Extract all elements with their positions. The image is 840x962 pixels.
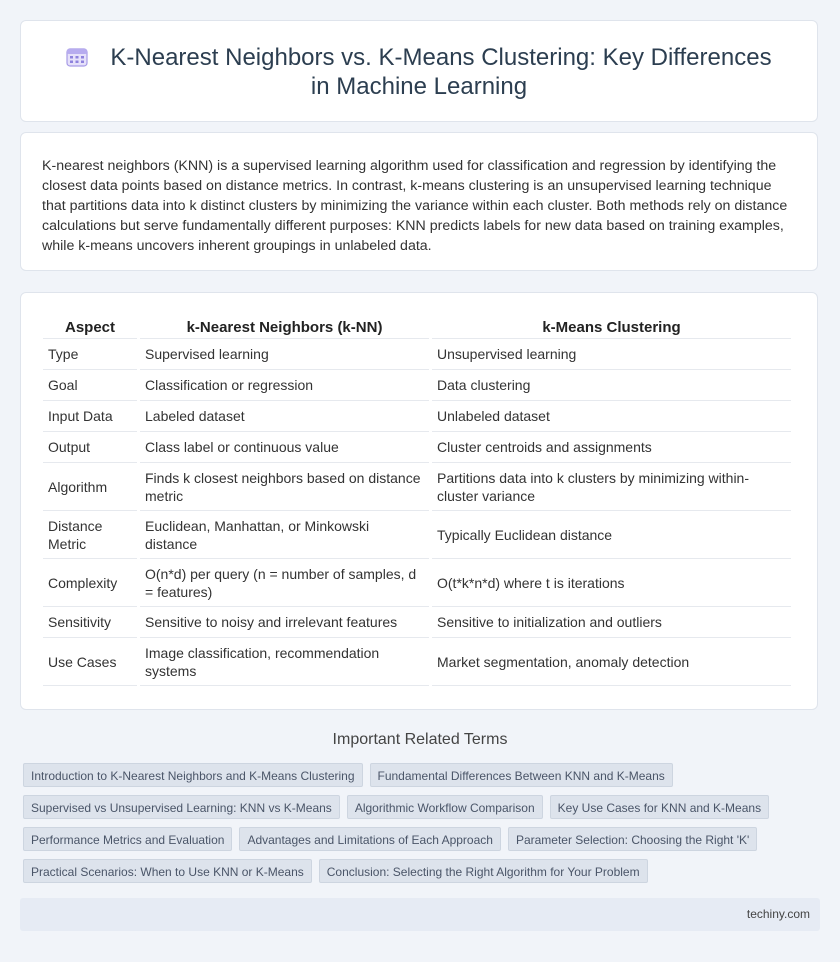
kmeans-cell: O(t*k*n*d) where t is iterations	[432, 559, 791, 607]
aspect-cell: Type	[43, 339, 137, 370]
related-terms-list	[23, 763, 823, 891]
related-term-tag[interactable]: Performance Metrics and Evaluation	[23, 827, 232, 851]
knn-cell: Finds k closest neighbors based on distance metric	[140, 463, 429, 511]
table-row	[43, 607, 791, 638]
header-kmeans: k-Means Clustering	[432, 316, 791, 339]
intro-card	[20, 132, 818, 271]
kmeans-cell: Unlabeled dataset	[432, 401, 791, 432]
related-term-tag[interactable]: Supervised vs Unsupervised Learning: KNN vs K-Means	[23, 795, 340, 819]
title-card	[20, 20, 818, 122]
knn-cell: O(n*d) per query (n = number of samples, d = features)	[140, 559, 429, 607]
table-row	[43, 432, 791, 463]
table-row	[43, 339, 791, 370]
aspect-cell: Sensitivity	[43, 607, 137, 638]
knn-cell: Image classification, recommendation systems	[140, 638, 429, 686]
aspect-cell: Goal	[43, 370, 137, 401]
knn-cell: Sensitive to noisy and irrelevant features	[140, 607, 429, 638]
related-term-tag[interactable]: Practical Scenarios: When to Use KNN or K-Means	[23, 859, 312, 883]
related-term-tag[interactable]: Algorithmic Workflow Comparison	[347, 795, 543, 819]
calendar-grid-icon	[66, 47, 88, 67]
header-knn: k-Nearest Neighbors (k-NN)	[140, 316, 429, 339]
related-term-tag[interactable]: Key Use Cases for KNN and K-Means	[550, 795, 769, 819]
header-aspect: Aspect	[43, 316, 137, 339]
kmeans-cell: Data clustering	[432, 370, 791, 401]
knn-cell: Euclidean, Manhattan, or Minkowski distance	[140, 511, 429, 559]
knn-cell: Labeled dataset	[140, 401, 429, 432]
knn-cell: Classification or regression	[140, 370, 429, 401]
kmeans-cell: Market segmentation, anomaly detection	[432, 638, 791, 686]
related-term-tag[interactable]: Conclusion: Selecting the Right Algorithm for Your Problem	[319, 859, 648, 883]
table-header-row	[43, 316, 791, 339]
intro-paragraph: K-nearest neighbors (KNN) is a supervised learning algorithm used for classification and regression by identifying the closest data points based on distance metrics. In contrast, k-means clustering is an unsupervised learning technique that partitions data into k distinct clusters by minimizing the variance within each cluster. Both methods rely on distance calculations but serve fundamentally different purposes: KNN predicts labels for new data based on training examples, while k-means uncovers inherent groupings in unlabeled data.	[42, 158, 788, 254]
kmeans-cell: Unsupervised learning	[432, 339, 791, 370]
table-row	[43, 463, 791, 511]
page-title-text: K-Nearest Neighbors vs. K-Means Clustering: Key Differences in Machine Learning	[110, 44, 772, 100]
footer-site[interactable]: techiny.com	[746, 907, 810, 921]
related-term-tag[interactable]: Parameter Selection: Choosing the Right 'K'	[508, 827, 757, 851]
comparison-table	[40, 316, 794, 686]
aspect-cell: Input Data	[43, 401, 137, 432]
kmeans-cell: Typically Euclidean distance	[432, 511, 791, 559]
table-row	[43, 559, 791, 607]
kmeans-cell: Sensitive to initialization and outliers	[432, 607, 791, 638]
related-term-tag[interactable]: Introduction to K-Nearest Neighbors and K-Means Clustering	[23, 763, 363, 787]
knn-cell: Class label or continuous value	[140, 432, 429, 463]
table-row	[43, 511, 791, 559]
aspect-cell: Complexity	[43, 559, 137, 607]
table-row	[43, 370, 791, 401]
footer	[20, 898, 820, 931]
related-term-tag[interactable]: Fundamental Differences Between KNN and K-Means	[370, 763, 673, 787]
knn-cell: Supervised learning	[140, 339, 429, 370]
aspect-cell: Algorithm	[43, 463, 137, 511]
related-term-tag[interactable]: Advantages and Limitations of Each Approach	[239, 827, 501, 851]
table-row	[43, 638, 791, 686]
kmeans-cell: Cluster centroids and assignments	[432, 432, 791, 463]
related-terms-title: Important Related Terms	[332, 731, 508, 748]
aspect-cell: Use Cases	[43, 638, 137, 686]
page-title	[61, 43, 777, 101]
comparison-card	[20, 292, 818, 710]
aspect-cell: Distance Metric	[43, 511, 137, 559]
aspect-cell: Output	[43, 432, 137, 463]
kmeans-cell: Partitions data into k clusters by minimizing within-cluster variance	[432, 463, 791, 511]
table-row	[43, 401, 791, 432]
